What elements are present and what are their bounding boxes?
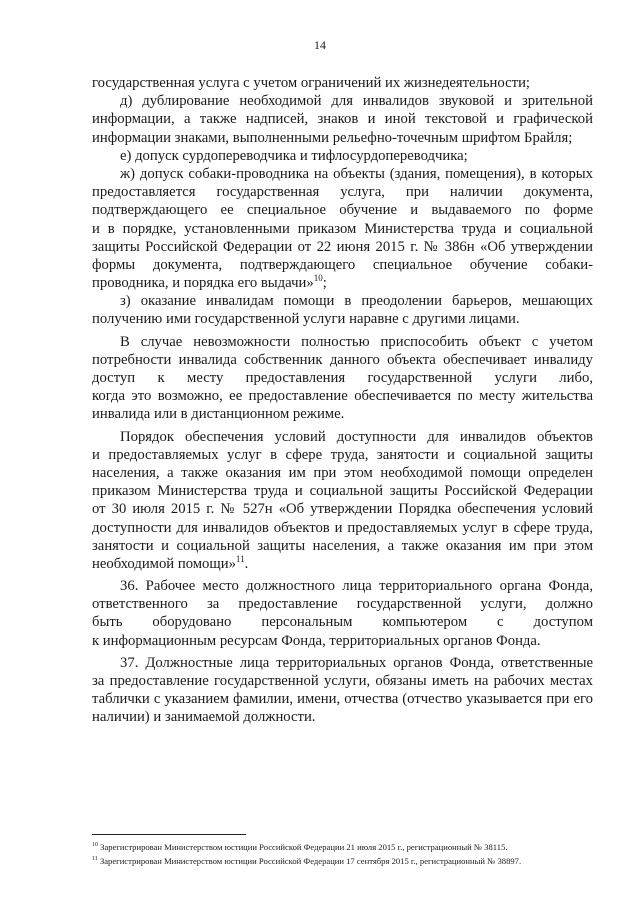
footnote-10 (92, 840, 592, 854)
text-line: получению ими государственной услуги наравне с другими лицами. (92, 311, 520, 328)
text-line: приказом Министерства труда и социальной защиты Российской Федерации (92, 483, 593, 500)
text-line: инвалида или в дистанционном режиме. (92, 406, 345, 423)
text-line: быть оборудовано персональным компьютером с доступом (92, 614, 593, 631)
text-line: и предоставляемых услуг в сфере труда, занятости и социальной защиты (92, 446, 593, 463)
text-line: е) допуск сурдопереводчика и тифлосурдопереводчика; (120, 147, 468, 164)
text-line (92, 555, 593, 573)
paragraph-order (92, 428, 593, 574)
text-line: за предоставление государственной услуги, обязаны иметь на рабочих местах (92, 673, 593, 689)
text-line: информации знаками, выполненными рельефно-точечным шрифтом Брайля; (92, 129, 573, 146)
text-line: 36. Рабочее место должностного лица территориального органа Фонда, (120, 578, 593, 595)
text-line: населения, а также оказания им при этом необходимой помощи определен (92, 464, 593, 481)
paragraph-item-e (92, 147, 593, 165)
text-line: государственная услуга с учетом ограничений их жизнедеятельности; (92, 75, 531, 91)
page-number: 14 (314, 38, 326, 52)
paragraph-accessibility (92, 333, 593, 424)
line-tail: ; (322, 275, 327, 292)
footnotes (92, 840, 592, 868)
text-line: информации, а также надписей, знаков и иной текстовой и графической (92, 111, 593, 128)
paragraph-continuation (92, 74, 593, 92)
footnote-number: 11 (92, 856, 98, 863)
text-line: потребности инвалида собственник данного объекта обеспечивает инвалиду (92, 351, 593, 368)
text-line-body: проводника, и порядка его выдачи» (92, 275, 314, 292)
line-tail: . (244, 555, 249, 572)
text-line: д) дублирование необходимой для инвалидов звуковой и зрительной (120, 93, 593, 110)
text-line: Порядок обеспечения условий доступности для инвалидов объектов (120, 428, 593, 445)
body-text (92, 74, 593, 727)
text-line: доступ к месту предоставления государственной услуги либо, (92, 370, 593, 386)
paragraph-item-37 (92, 654, 593, 727)
text-line: когда это возможно, ее предоставление обеспечивается по месту жительства (92, 388, 593, 405)
text-line: к информационным ресурсам Фонда, территориальных органов Фонда. (92, 632, 541, 649)
text-line: наличии) и занимаемой должности. (92, 709, 316, 726)
text-line: защиты Российской Федерации от 22 июня 2015 г. № 386н «Об утверждении (92, 238, 593, 255)
text-line: от 30 июля 2015 г. № 527н «Об утверждении Порядка обеспечения условий (92, 501, 593, 518)
paragraph-item-36 (92, 577, 593, 650)
paragraph-item-zh (92, 165, 593, 292)
footnote-separator (92, 834, 246, 835)
text-line: предоставляется государственная услуга, при наличии документа, (92, 184, 593, 201)
text-line-body: необходимой помощи» (92, 555, 236, 572)
text-line: 37. Должностные лица территориальных органов Фонда, ответственные (120, 654, 593, 671)
footnote-text: Зарегистрирован Министерством юстиции Российской Федерации 21 июля 2015 г., регистрационный № 38115. (100, 842, 508, 852)
text-line (92, 274, 593, 292)
footnote-11 (92, 854, 592, 868)
text-line: формы документа, подтверждающего специальное обучение собаки- (92, 256, 593, 273)
text-line: и в порядке, установленными приказом Министерства труда и социальной (92, 220, 593, 237)
paragraph-item-d (92, 92, 593, 147)
text-line: ответственного за предоставление государственной услуги, должно (92, 596, 593, 613)
text-line: В случае невозможности полностью приспособить объект с учетом (120, 333, 593, 350)
footnote-ref: 11 (235, 553, 245, 564)
footnote-number: 10 (92, 842, 98, 849)
text-line: доступности для инвалидов объектов и предоставляемых услуг в сфере труда, (92, 519, 593, 536)
footnote-text: Зарегистрирован Министерством юстиции Российской Федерации 17 сентября 2015 г., регистрационный № 38897. (99, 856, 522, 866)
text-line: таблички с указанием фамилии, имени, отчества (отчество указывается при его (92, 691, 593, 708)
text-line: ж) допуск собаки-проводника на объекты (здания, помещения), в которых (120, 165, 593, 182)
text-line: з) оказание инвалидам помощи в преодолении барьеров, мешающих (120, 293, 593, 310)
text-line: подтверждающего ее специальное обучение и выдаваемого по форме (92, 202, 593, 219)
text-line: занятости и социальной защиты населения, а также оказания им при этом (92, 537, 593, 554)
footnote-ref: 10 (313, 273, 323, 284)
paragraph-item-z (92, 292, 593, 328)
